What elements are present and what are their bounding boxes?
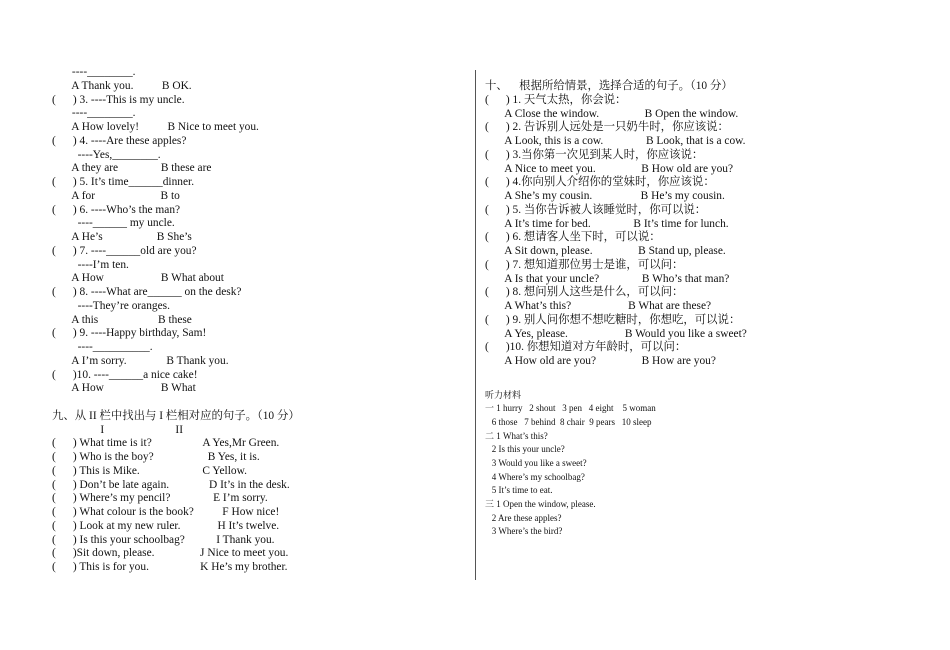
- text-line: A Sit down, please. B Stand up, please.: [485, 245, 726, 257]
- text-line: A Yes, please. B Would you like a sweet?: [485, 327, 747, 340]
- text-line: ( ) 5. It’s time______dinner.: [52, 176, 195, 188]
- listening-line: 2 Is this your uncle?: [485, 444, 565, 455]
- text-line: A for B to: [52, 189, 180, 202]
- text-line: ----They’re oranges.: [52, 299, 170, 312]
- listening-line: 3 Would you like a sweet?: [485, 457, 587, 468]
- left-column: [52, 66, 462, 575]
- text-line: ----Yes,________.: [52, 148, 161, 161]
- text-line: ( ) 6. ----Who’s the man?: [52, 203, 181, 216]
- text-line: A this B these: [52, 313, 192, 326]
- text-line: ( )10. ----______a nice cake!: [52, 368, 198, 381]
- match-row: ( ) Don’t be late again. D It’s in the desk.: [52, 478, 290, 491]
- section10-heading: 十、 根据所给情景，选择合适的句子。（10 分）: [485, 80, 733, 92]
- text-line: ( ) 9. ----Happy birthday, Sam!: [52, 327, 207, 340]
- match-row: ( ) Look at my new ruler. H It’s twelve.: [52, 519, 280, 532]
- text-line: A How lovely! B Nice to meet you.: [52, 121, 259, 133]
- text-line: ( ) 8. 想问别人这些是什么，可以问：: [485, 286, 684, 299]
- text-line: ( )10. 你想知道对方年龄时，可以问：: [485, 341, 687, 354]
- column-divider: [475, 70, 476, 580]
- match-row: ( ) What colour is the book? F How nice!: [52, 506, 280, 518]
- text-line: A She’s my cousin. B He’s my cousin.: [485, 190, 725, 202]
- listening-line: 3 Where’s the bird?: [485, 526, 563, 537]
- section10: [485, 80, 925, 369]
- listening-script: [485, 389, 925, 540]
- section9-column-headers: I II: [52, 423, 183, 436]
- text-line: A Is that your uncle? B Who’s that man?: [485, 272, 730, 285]
- match-row: ( ) Is this your schoolbag? I Thank you.: [52, 533, 275, 546]
- text-line: ( ) 9. 别人问你想不想吃糖时，你想吃，可以说：: [485, 313, 741, 326]
- text-line: A It’s time for bed. B It’s time for lunch.: [485, 217, 729, 230]
- listening-line: 6 those 7 behind 8 chair 9 pears 10 sleep: [485, 416, 652, 427]
- right-column: [485, 80, 925, 539]
- text-line: ( ) 3. ----This is my uncle.: [52, 93, 185, 106]
- match-row: ( )Sit down, please. J Nice to meet you.: [52, 547, 289, 560]
- spacer: [485, 369, 925, 383]
- text-line: A How old are you? B How are you?: [485, 355, 716, 367]
- text-line: ( ) 1. 天气太热，你会说：: [485, 93, 627, 106]
- listening-line: 2 Are these apples?: [485, 512, 562, 523]
- match-row: ( ) Who is the boy? B Yes, it is.: [52, 451, 260, 463]
- text-line: ( ) 7. 想知道那位男士是谁，可以问：: [485, 258, 684, 271]
- text-line: ( ) 2. 告诉别人远处是一只奶牛时，你应该说：: [485, 121, 729, 134]
- text-line: A Nice to meet you. B How old are you?: [485, 162, 734, 175]
- text-line: A How B What about: [52, 272, 224, 285]
- text-line: A Thank you. B OK.: [52, 79, 192, 92]
- text-line: A Close the window. B Open the window.: [485, 107, 739, 120]
- listening-line: 4 Where’s my schoolbag?: [485, 471, 585, 482]
- match-row: ( ) Where’s my pencil? E I’m sorry.: [52, 492, 268, 505]
- listening-line: 三 1 Open the window, please.: [485, 499, 596, 509]
- text-line: A He’s B She’s: [52, 231, 192, 243]
- text-line: A How B What: [52, 382, 196, 395]
- text-line: ----________.: [52, 66, 136, 78]
- match-row: ( ) What time is it? A Yes,Mr Green.: [52, 437, 280, 450]
- text-line: ( ) 6. 想请客人坐下时，可以说：: [485, 231, 661, 244]
- section8-continuation: [52, 66, 462, 396]
- text-line: ( ) 4. ----Are these apples?: [52, 134, 187, 147]
- text-line: ----________.: [52, 107, 136, 120]
- match-row: ( ) This is for you. K He’s my brother.: [52, 561, 288, 573]
- text-line: ( ) 3.当你第一次见到某人时，你应该说：: [485, 148, 704, 161]
- text-line: A I’m sorry. B Thank you.: [52, 354, 229, 367]
- text-line: A they are B these are: [52, 162, 212, 175]
- text-line: A What’s this? B What are these?: [485, 300, 712, 312]
- section9: [52, 410, 462, 575]
- text-line: ( ) 8. ----What are______ on the desk?: [52, 286, 242, 298]
- match-row: ( ) This is Mike. C Yellow.: [52, 464, 247, 477]
- text-line: ----______ my uncle.: [52, 217, 175, 230]
- text-line: ----__________.: [52, 341, 153, 353]
- listening-line: 一 1 hurry 2 shout 3 pen 4 eight 5 woman: [485, 403, 656, 414]
- text-line: ----I’m ten.: [52, 258, 129, 271]
- text-line: ( ) 5. 当你告诉被人该睡觉时，你可以说：: [485, 203, 707, 216]
- section9-heading: 九、从 II 栏中找出与 I 栏相对应的句子。（10 分）: [52, 409, 300, 422]
- text-line: A Look, this is a cow. B Look, that is a cow.: [485, 135, 746, 147]
- listening-heading: 听力材料: [485, 389, 522, 400]
- text-line: ( ) 4.你向别人介绍你的堂妹时，你应该说：: [485, 176, 715, 189]
- text-line: ( ) 7. ----______old are you?: [52, 244, 197, 257]
- listening-line: 二 1 What’s this?: [485, 430, 548, 441]
- listening-line: 5 It’s time to eat.: [485, 485, 553, 496]
- spacer: [52, 396, 462, 410]
